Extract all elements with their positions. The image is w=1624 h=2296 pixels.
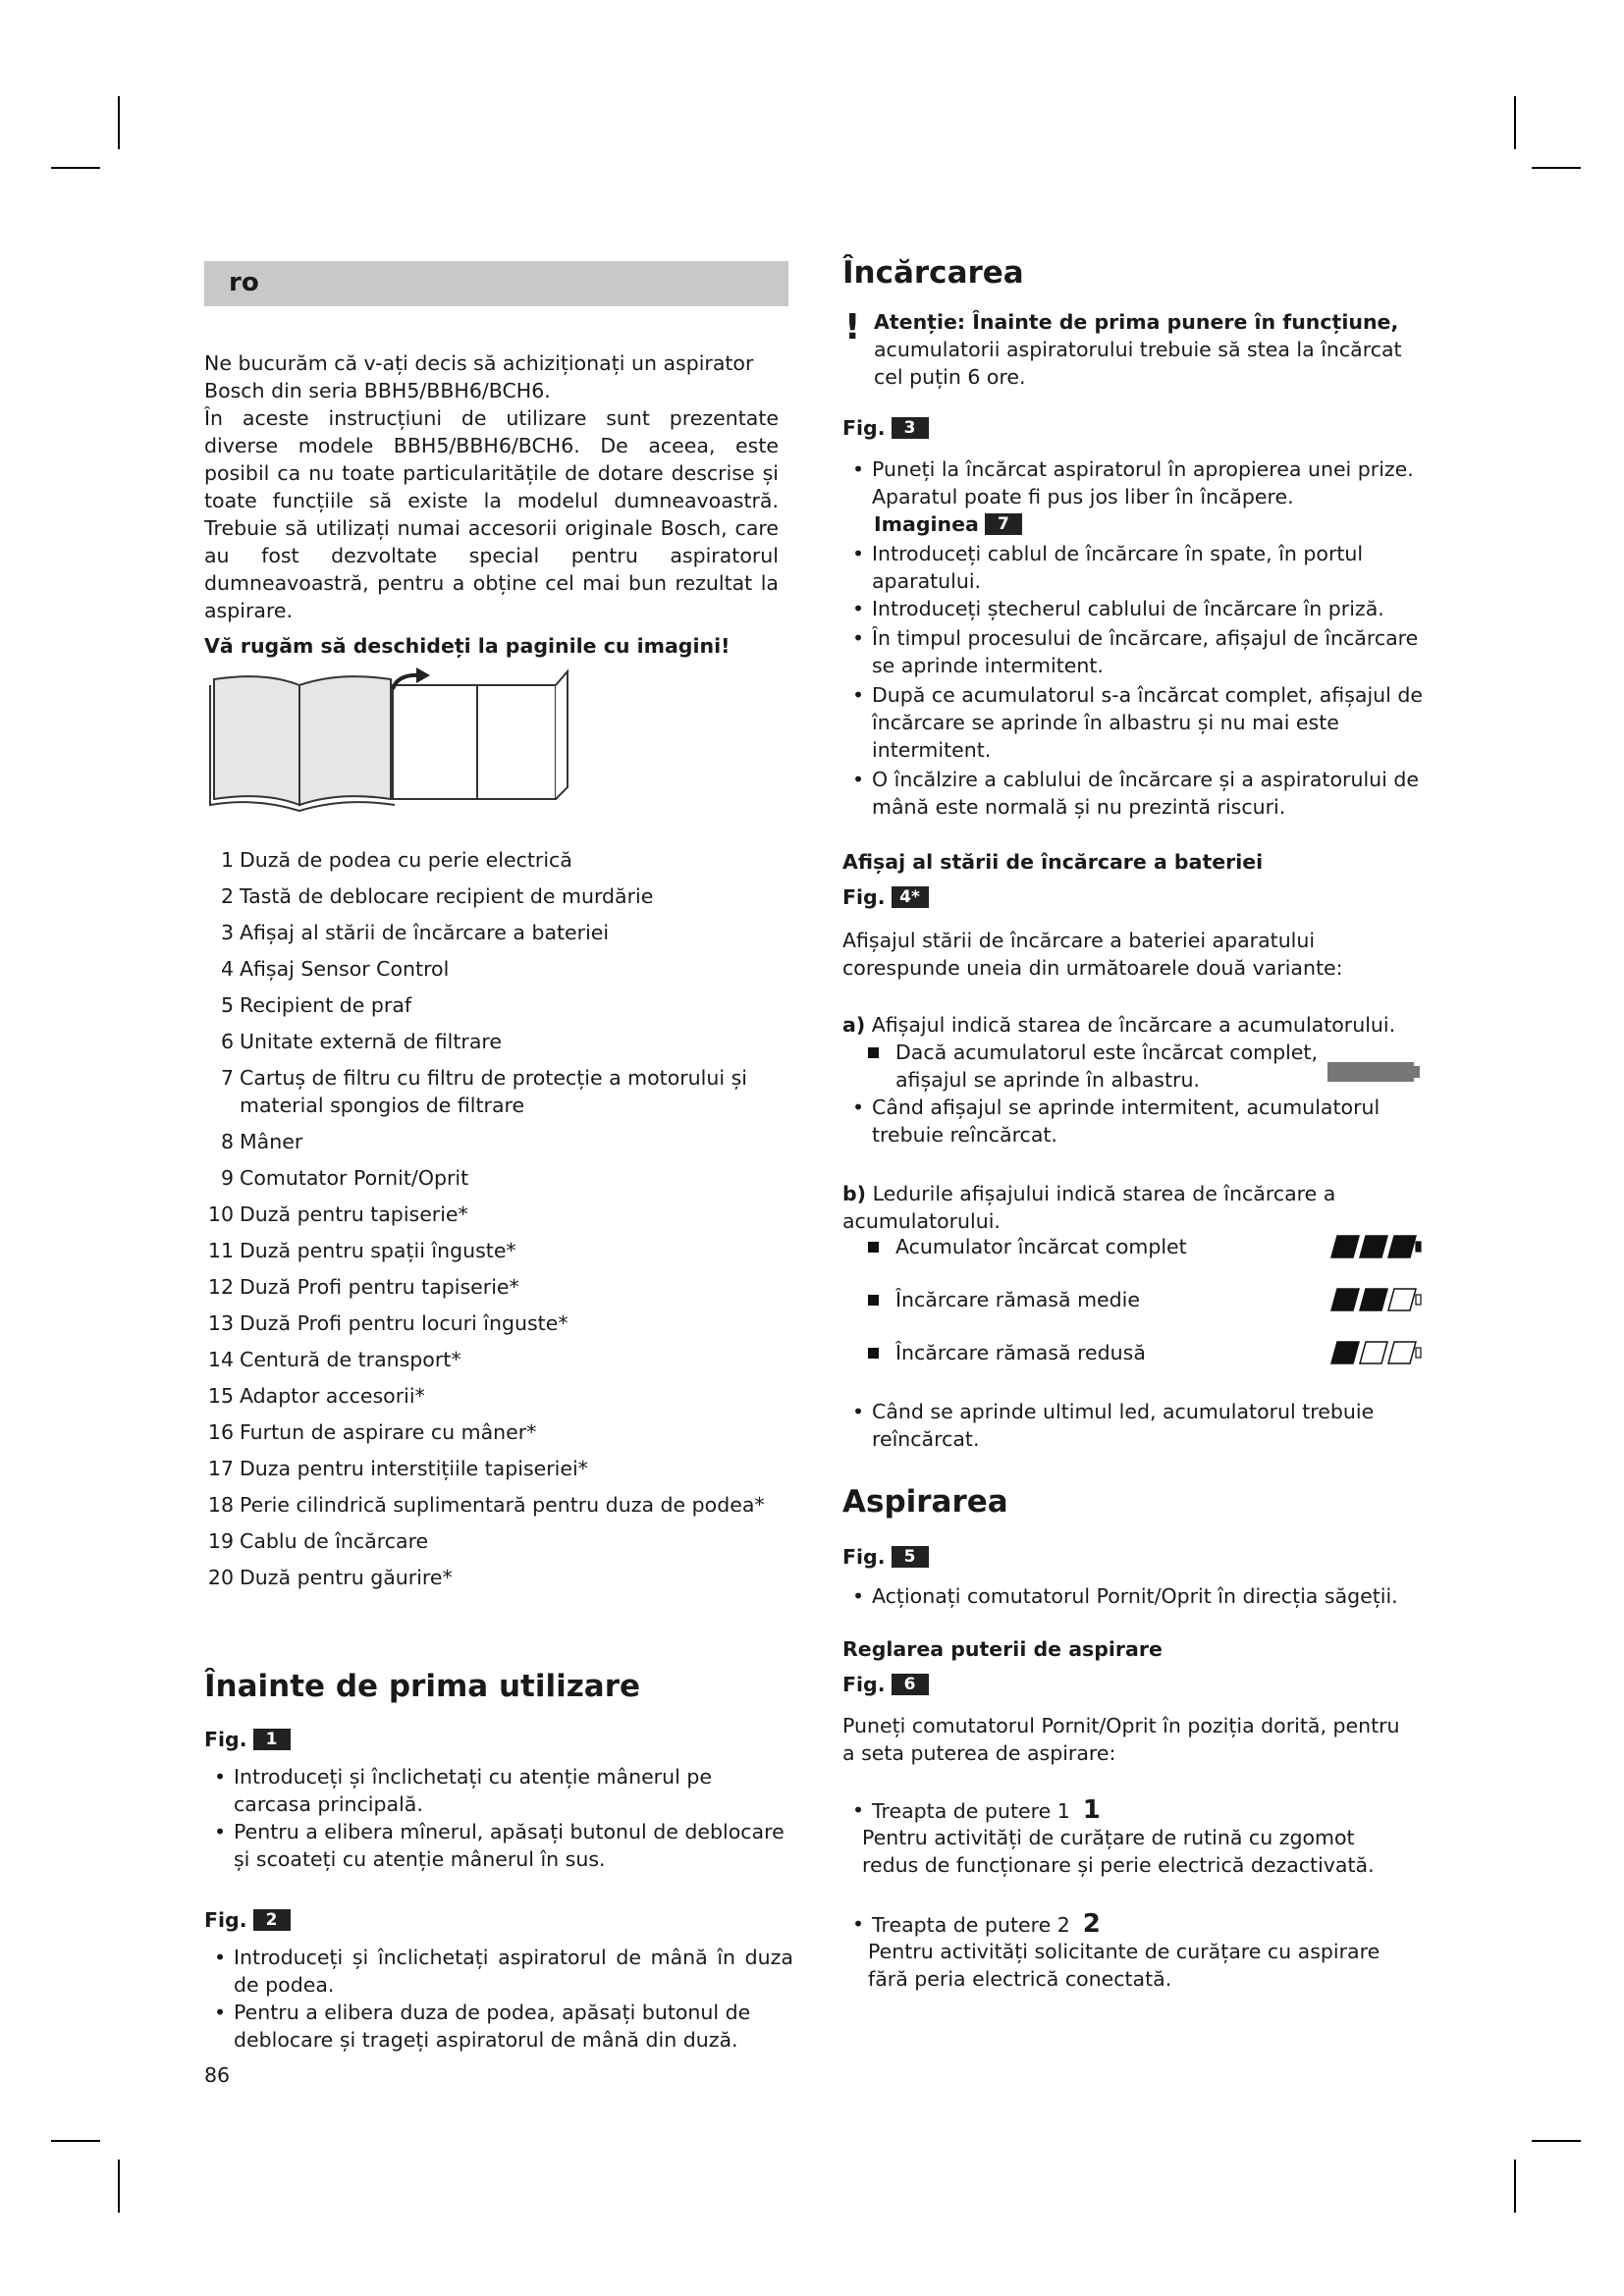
part-label: Duză pentru spații înguste* <box>240 1239 516 1262</box>
part-label: Centură de transport* <box>240 1348 461 1371</box>
open-booklet-illustration <box>206 667 579 815</box>
part-item <box>204 955 793 983</box>
battery-segment <box>1360 1289 1387 1310</box>
battery-segment <box>1331 1342 1359 1363</box>
variant-b-last-led: • Când se aprinde ultimul led, acumulatorul trebuie reîncărcat. <box>844 1398 1436 1453</box>
battery-segment <box>1331 1236 1359 1257</box>
part-label: Duză de podea cu perie electrică <box>240 848 572 872</box>
battery-segment <box>1388 1342 1416 1363</box>
fig-2-label: Fig. 2 <box>204 1908 291 1932</box>
battery-segment <box>1360 1342 1387 1363</box>
part-label: Mâner <box>240 1130 303 1153</box>
charging-step-4: • În timpul procesului de încărcare, afișajul de încărcare se aprinde intermitent. <box>844 624 1436 679</box>
part-number: 2 <box>220 884 234 908</box>
crop-mark <box>51 2140 100 2142</box>
charging-step-5: • După ce acumulatorul s-a încărcat complet, afișajul de încărcare se aprinde în albastru și nu mai este intermitent. <box>844 681 1436 764</box>
part-item <box>204 1028 793 1055</box>
battery-tip <box>1416 1295 1421 1305</box>
part-label: Duză pentru tapiserie* <box>240 1202 468 1226</box>
crop-mark <box>51 167 100 169</box>
suction-power-text: Puneți comutatorul Pornit/Oprit în poziția dorită, pentru a seta puterea de aspirare: <box>842 1714 1400 1765</box>
part-label: Duza pentru interstițiile tapiseriei* <box>240 1457 588 1480</box>
part-item <box>204 1491 793 1519</box>
part-label: Afișaj al stării de încărcare a bateriei <box>240 921 610 944</box>
part-number: 8 <box>220 1130 234 1153</box>
part-label: Recipient de praf <box>240 993 412 1017</box>
part-number: 18 <box>207 1493 234 1517</box>
parts-list <box>204 846 793 1600</box>
part-number: 17 <box>207 1457 234 1480</box>
part-item <box>204 1564 793 1591</box>
part-label: Adaptor accesorii* <box>240 1384 425 1408</box>
suction-heading: Aspirarea <box>842 1484 1008 1520</box>
fig-5-box: 5 <box>892 1546 929 1568</box>
part-item <box>204 1201 793 1228</box>
part-number: 7 <box>220 1066 234 1090</box>
fig-1-label: Fig. 1 <box>204 1728 291 1751</box>
part-number: 15 <box>207 1384 234 1408</box>
part-item <box>204 1309 793 1337</box>
part-label: Perie cilindrică suplimentară pentru duza de podea* <box>240 1493 765 1517</box>
imaginea-label: Imaginea 7 <box>874 512 1022 536</box>
suction-power-heading: Reglarea puterii de aspirare <box>842 1637 1163 1661</box>
charging-step-6: • O încălzire a cablului de încărcare și a aspiratorului de mână este normală și nu prezintă riscuri. <box>844 766 1436 821</box>
open-pages-heading: Vă rugăm să deschideți la paginile cu imagini! <box>204 634 731 658</box>
crop-mark <box>118 2160 120 2213</box>
variant-b: b) Ledurile afișajului indică starea de încărcare a acumulatorului. <box>842 1182 1336 1233</box>
part-label: Comutator Pornit/Oprit <box>240 1166 469 1190</box>
page-number: 86 <box>204 2063 231 2087</box>
variant-a-blinking: • Când afișajul se aprinde intermitent, acumulatorul trebuie reîncărcat. <box>844 1094 1436 1148</box>
crop-mark <box>1532 2140 1581 2142</box>
crop-mark <box>1532 167 1581 169</box>
part-item <box>204 1418 793 1446</box>
battery-heading: Afișaj al stării de încărcare a bateriei <box>842 850 1264 874</box>
variant-a-full: Dacă acumulatorul este încărcat complet, afișajul se aprinde în albastru. <box>864 1039 1386 1094</box>
part-number: 3 <box>220 921 234 944</box>
fig-6-label: Fig. 6 <box>842 1673 929 1696</box>
part-number: 14 <box>207 1348 234 1371</box>
part-number: 13 <box>207 1311 234 1335</box>
intro-paragraph-1: Ne bucurăm că v-ați decis să achiziționați un aspirator Bosch din seria BBH5/BBH6/BCH6. <box>204 351 754 402</box>
power-level-1-text: Pentru activități de curățare de rutină cu zgomot redus de funcționare și perie electrică dezactivată. <box>862 1826 1375 1877</box>
fig-5-label: Fig. 5 <box>842 1545 929 1569</box>
part-number: 11 <box>207 1239 234 1262</box>
battery-segment <box>1331 1289 1359 1310</box>
part-number: 20 <box>207 1566 234 1589</box>
part-number: 1 <box>220 848 234 872</box>
part-item <box>204 1064 793 1119</box>
part-item <box>204 1237 793 1264</box>
part-label: Afișaj Sensor Control <box>240 957 450 981</box>
part-label: Cablu de încărcare <box>240 1529 429 1553</box>
part-item <box>204 919 793 946</box>
power-level-2-text: Pentru activități solicitante de curățare cu aspirare fără peria electrică conectată. <box>868 1940 1380 1991</box>
crop-mark <box>118 96 120 149</box>
battery-level-item: Acumulator încărcat complet <box>864 1233 1327 1260</box>
fig-1-box: 1 <box>253 1729 291 1750</box>
language-code: ro <box>229 268 259 297</box>
fig-4-label: Fig. 4* <box>842 885 929 909</box>
part-item <box>204 1382 793 1410</box>
part-label: Duză Profi pentru tapiserie* <box>240 1275 519 1299</box>
blue-display-tip <box>1414 1066 1420 1078</box>
battery-tip <box>1416 1242 1421 1252</box>
warning-icon: ! <box>844 307 861 347</box>
part-item <box>204 1527 793 1555</box>
charging-step-2: • Introduceți cablul de încărcare în spate, în portul aparatului. <box>844 540 1436 595</box>
before-use-heading: Înainte de prima utilizare <box>204 1669 641 1704</box>
battery-level-item: Încărcare rămasă redusă <box>864 1339 1327 1366</box>
part-number: 4 <box>220 957 234 981</box>
power-level-1: • Treapta de putere 1 1 <box>844 1796 1422 1825</box>
part-number: 10 <box>207 1202 234 1226</box>
fig-3-label: Fig. 3 <box>842 416 929 440</box>
part-item <box>204 1455 793 1482</box>
power-level-2: • Treapta de putere 2 2 <box>844 1910 1422 1939</box>
part-number: 12 <box>207 1275 234 1299</box>
battery-intro: Afișajul stării de încărcare a bateriei aparatului corespunde uneia din următoarele două variante: <box>842 929 1343 980</box>
fig-6-box: 6 <box>892 1674 929 1695</box>
part-item <box>204 1164 793 1192</box>
part-number: 5 <box>220 993 234 1017</box>
charging-heading: Încărcarea <box>842 255 1024 291</box>
part-number: 9 <box>220 1166 234 1190</box>
fig2-step-1: • Introduceți și înclichetați aspiratorul de mână în duza de podea. <box>206 1944 793 1999</box>
part-label: Furtun de aspirare cu mâner* <box>240 1420 537 1444</box>
part-label: Duză pentru găurire* <box>240 1566 453 1589</box>
charging-warning: Atenție: Înainte de prima punere în funcțiune, acumulatorii aspiratorului trebuie să stea la încărcat cel puțin 6 ore. <box>874 310 1402 389</box>
battery-level-icon <box>1327 1235 1422 1258</box>
part-number: 6 <box>220 1030 234 1053</box>
blue-display-indicator <box>1327 1062 1414 1082</box>
battery-level-icon <box>1327 1288 1422 1311</box>
intro-paragraph-2: În aceste instrucțiuni de utilizare sunt prezentate diverse modele BBH5/BBH6/BCH6. De aceea, este posibil ca nu toate particularitățile de dotare descrise și toate funcțiile să existe la modelul dumneavoastră. Trebuie să utilizați numai accesorii originale Bosch, care au fost dezvoltate special pentru aspiratorul dumneavoastră, pentru a obține cel mai bun rezultat la aspirare. <box>204 406 779 622</box>
battery-segment <box>1388 1236 1416 1257</box>
part-number: 19 <box>207 1529 234 1553</box>
battery-level-item: Încărcare rămasă medie <box>864 1286 1327 1313</box>
fig-2-box: 2 <box>253 1909 291 1931</box>
battery-segment <box>1360 1236 1387 1257</box>
charging-step-3: • Introduceți ștecherul cablului de încărcare în priză. <box>844 595 1436 622</box>
part-item <box>204 846 793 874</box>
crop-mark <box>1514 96 1516 149</box>
charging-step-1: • Puneți la încărcat aspiratorul în apropierea unei prize. Aparatul poate fi pus jos liber în încăpere. <box>844 455 1436 510</box>
part-label: Tastă de deblocare recipient de murdărie <box>240 884 654 908</box>
variant-a: a) Afișajul indică starea de încărcare a acumulatorului. <box>842 1013 1396 1037</box>
part-item <box>204 1346 793 1373</box>
imaginea-box: 7 <box>985 513 1022 535</box>
battery-tip <box>1416 1348 1421 1358</box>
language-tab <box>204 261 788 306</box>
fig1-step-1: • Introduceți și înclichetați cu atenție mânerul pe carcasa principală. <box>206 1763 793 1818</box>
suction-step: • Acționați comutatorul Pornit/Oprit în direcția săgeții. <box>844 1582 1451 1610</box>
part-label: Duză Profi pentru locuri înguste* <box>240 1311 568 1335</box>
part-item <box>204 1128 793 1155</box>
battery-segment <box>1388 1289 1416 1310</box>
part-number: 16 <box>207 1420 234 1444</box>
part-label: Unitate externă de filtrare <box>240 1030 503 1053</box>
fig2-step-2: • Pentru a elibera duza de podea, apăsați butonul de deblocare și trageți aspiratorul de mână din duză. <box>206 1999 793 2054</box>
battery-level-icon <box>1327 1341 1422 1364</box>
part-label: Cartuș de filtru cu filtru de protecție a motorului și material spongios de filtrare <box>240 1066 747 1117</box>
crop-mark <box>1514 2160 1516 2213</box>
fig-3-box: 3 <box>892 417 929 439</box>
part-item <box>204 882 793 910</box>
part-item <box>204 991 793 1019</box>
part-item <box>204 1273 793 1301</box>
fig-4-box: 4* <box>892 886 929 908</box>
fig1-step-2: • Pentru a elibera mînerul, apăsați butonul de deblocare și scoateți cu atenție mânerul în sus. <box>206 1818 793 1873</box>
